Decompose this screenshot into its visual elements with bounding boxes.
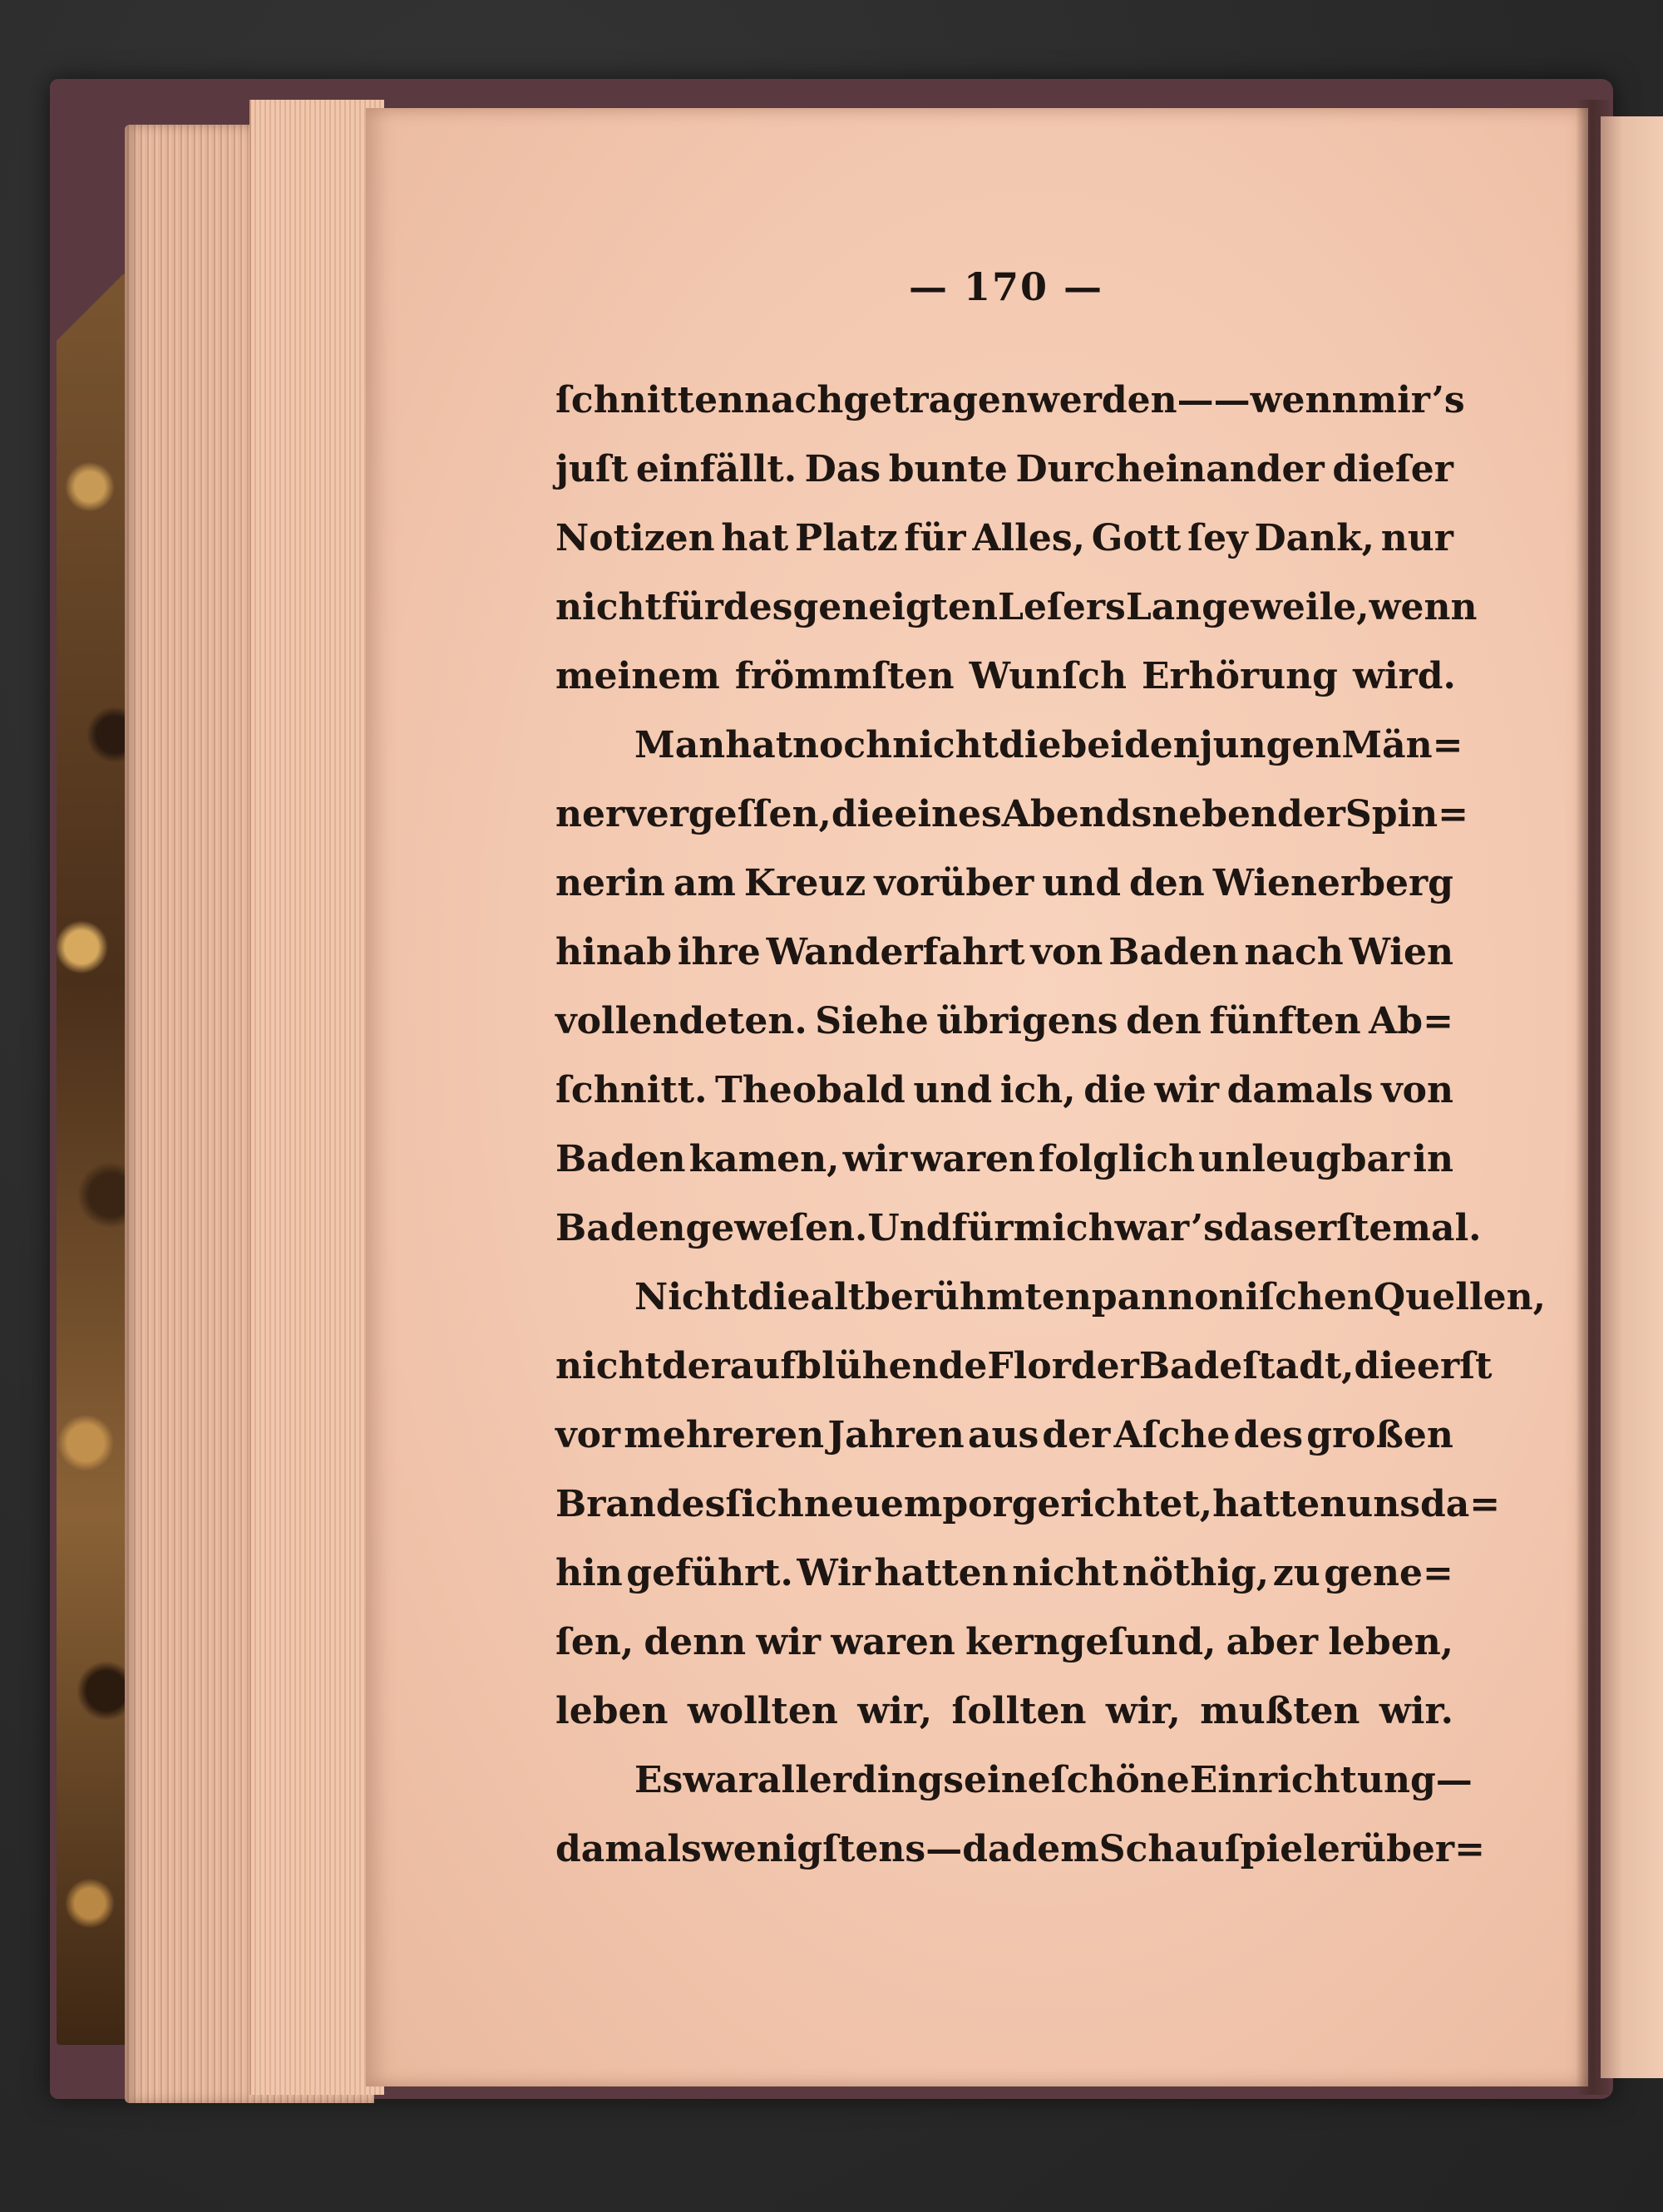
word: war’s — [1114, 1207, 1224, 1249]
text-line — [555, 1263, 1546, 1332]
word: geneigten — [792, 586, 998, 628]
word: nicht — [555, 1345, 662, 1387]
text-line — [555, 435, 1453, 504]
word: pannoniſchen — [1091, 1276, 1374, 1318]
word: aus — [967, 1414, 1039, 1456]
word: einfällt. — [635, 448, 797, 490]
word: leben, — [1328, 1621, 1453, 1663]
word: mußten — [1200, 1690, 1360, 1732]
text-line — [555, 780, 1469, 849]
word: dem — [1011, 1828, 1099, 1870]
word: Brandes — [555, 1483, 726, 1525]
word: hinab — [555, 931, 672, 973]
word: Badeſtadt, — [1138, 1345, 1355, 1387]
word: werden — [1027, 379, 1177, 421]
text-line — [555, 1746, 1473, 1815]
word: war — [683, 1759, 757, 1801]
word: jungen — [1199, 724, 1342, 766]
word: — — [1213, 379, 1251, 421]
word: ner — [555, 793, 625, 835]
word: ſchöne — [1050, 1759, 1190, 1801]
word: vergeſſen, — [624, 793, 832, 835]
word: — — [925, 1828, 963, 1870]
word: der — [1070, 1345, 1139, 1387]
word: meinem — [555, 655, 720, 697]
text-line — [555, 1470, 1501, 1539]
word: Man — [634, 724, 726, 766]
word: ich, — [999, 1069, 1076, 1111]
word: Män= — [1341, 724, 1463, 766]
word: eines — [894, 793, 1002, 835]
word: wenigſtens — [701, 1828, 926, 1870]
word: denn — [644, 1621, 747, 1663]
word: Schauſpieler — [1098, 1828, 1360, 1870]
word: beiden — [1061, 724, 1200, 766]
word: übrigens — [936, 1000, 1118, 1042]
word: Nicht — [634, 1276, 748, 1318]
word: Erhörung — [1141, 655, 1338, 697]
word: den — [1126, 1000, 1202, 1042]
word: für — [904, 517, 966, 559]
text-line — [555, 1539, 1453, 1608]
word: geweſen. — [685, 1207, 868, 1249]
word: geführt. — [626, 1552, 793, 1594]
word: waren — [910, 1138, 1036, 1180]
word: gene= — [1324, 1552, 1453, 1594]
word: Flor — [987, 1345, 1071, 1387]
text-line — [555, 1194, 1482, 1263]
word: Jahren — [827, 1414, 965, 1456]
word: Und — [867, 1207, 952, 1249]
word: mehreren — [624, 1414, 825, 1456]
word: ſen, — [555, 1621, 634, 1663]
text-line — [555, 1056, 1453, 1125]
word: Kreuz — [743, 862, 866, 904]
word: wollten — [687, 1690, 838, 1732]
word: Leſers — [998, 586, 1126, 628]
word: wenn — [1250, 379, 1359, 421]
word: der — [1042, 1414, 1111, 1456]
word: nachgetragen — [744, 379, 1028, 421]
word: Einrichtung — [1189, 1759, 1436, 1801]
word: allerdings — [757, 1759, 965, 1801]
word: Wanderfahrt — [766, 931, 1025, 973]
word: erſtemal. — [1293, 1207, 1482, 1249]
word: der — [1276, 793, 1345, 835]
word: Alles, — [972, 517, 1085, 559]
word: des — [1233, 1414, 1304, 1456]
word: ſollten — [951, 1690, 1087, 1732]
word: folglich — [1039, 1138, 1196, 1180]
word: unleugbar — [1198, 1138, 1410, 1180]
word: Quellen, — [1373, 1276, 1546, 1318]
word: das — [1223, 1207, 1294, 1249]
word: nöthig, — [1122, 1552, 1270, 1594]
word: — — [1435, 1759, 1473, 1801]
word: Das — [804, 448, 881, 490]
word: Theobald — [714, 1069, 906, 1111]
word: hat — [721, 517, 789, 559]
word: wenn — [1369, 586, 1478, 628]
text-line — [555, 918, 1453, 987]
text-line — [555, 366, 1465, 435]
text-line — [555, 987, 1453, 1056]
text-line — [555, 573, 1478, 642]
text-line — [555, 1677, 1453, 1746]
word: nicht — [555, 586, 662, 628]
word: juſt — [555, 448, 629, 490]
word: ſich — [725, 1483, 804, 1525]
word: hatten — [874, 1552, 1009, 1594]
word: am — [673, 862, 736, 904]
text-line — [555, 504, 1453, 573]
text-line — [555, 1401, 1453, 1470]
word: ſchnitten — [555, 379, 745, 421]
text-line — [555, 711, 1463, 780]
word: von — [1030, 931, 1103, 973]
word: Platz — [795, 517, 898, 559]
word: wir — [842, 1138, 908, 1180]
body-text — [555, 366, 1546, 1884]
text-line — [555, 1608, 1453, 1677]
word: vollendeten. — [555, 1000, 807, 1042]
word: wir — [1154, 1069, 1220, 1111]
page-number: — 170 — — [908, 264, 1104, 309]
word: erſt — [1416, 1345, 1493, 1387]
word: fünften — [1209, 1000, 1361, 1042]
word: Abends — [1001, 793, 1152, 835]
word: die — [1083, 1069, 1147, 1111]
word: wird. — [1352, 655, 1456, 697]
word: nicht — [1012, 1552, 1119, 1594]
word: Wien — [1349, 931, 1453, 973]
word: Durcheinander — [1015, 448, 1325, 490]
word: aber — [1226, 1621, 1319, 1663]
word: zu — [1272, 1552, 1320, 1594]
word: frömmſten — [734, 655, 955, 697]
word: noch — [792, 724, 893, 766]
word: über= — [1360, 1828, 1485, 1870]
word: altberühmten — [810, 1276, 1092, 1318]
word: Ab= — [1369, 1000, 1453, 1042]
word: der — [661, 1345, 730, 1387]
word: Es — [634, 1759, 683, 1801]
word: die — [1354, 1345, 1417, 1387]
word: Dank, — [1254, 517, 1374, 559]
word: Siehe — [815, 1000, 929, 1042]
word: mich — [1013, 1207, 1115, 1249]
word: für — [951, 1207, 1014, 1249]
text-line — [555, 642, 1456, 711]
facing-page — [1601, 116, 1663, 2078]
word: hat — [725, 724, 793, 766]
word: ſchnitt. — [555, 1069, 708, 1111]
word: bunte — [888, 448, 1008, 490]
word: uns — [1346, 1483, 1420, 1525]
word: Wienerberg — [1212, 862, 1453, 904]
word: emporgerichtet, — [880, 1483, 1213, 1525]
word: den — [1128, 862, 1205, 904]
text-line — [555, 849, 1453, 918]
word: hin — [555, 1552, 623, 1594]
word: mir’s — [1358, 379, 1465, 421]
word: nicht — [892, 724, 999, 766]
word: hatten — [1212, 1483, 1347, 1525]
word: wir — [756, 1621, 822, 1663]
word: leben — [555, 1690, 669, 1732]
word: waren — [831, 1621, 955, 1663]
word: und — [1042, 862, 1122, 904]
word: die — [748, 1276, 811, 1318]
word: nach — [1244, 931, 1344, 973]
word: die — [831, 793, 895, 835]
word: ſey — [1187, 517, 1248, 559]
word: vorüber — [874, 862, 1034, 904]
word: damals — [555, 1828, 702, 1870]
word: vor — [555, 1414, 621, 1456]
word: großen — [1306, 1414, 1453, 1456]
text-line — [555, 1815, 1485, 1884]
word: Gott — [1091, 517, 1182, 559]
word: Notizen — [555, 517, 715, 559]
word: Baden — [555, 1138, 686, 1180]
word: nerin — [555, 862, 665, 904]
word: da — [962, 1828, 1012, 1870]
word: damals — [1226, 1069, 1374, 1111]
word: Langeweile, — [1125, 586, 1369, 628]
word: wir, — [857, 1690, 933, 1732]
word: Spin= — [1345, 793, 1469, 835]
word: — — [1177, 379, 1214, 421]
word: kamen, — [688, 1138, 840, 1180]
word: von — [1381, 1069, 1453, 1111]
word: da= — [1419, 1483, 1501, 1525]
word: und — [913, 1069, 993, 1111]
word: neben — [1152, 793, 1277, 835]
word: kerngeſund, — [965, 1621, 1216, 1663]
text-line — [555, 1125, 1453, 1194]
word: des — [723, 586, 793, 628]
word: eine — [964, 1759, 1051, 1801]
word: in — [1413, 1138, 1453, 1180]
page-edges-inner — [249, 100, 384, 2095]
word: neu — [803, 1483, 881, 1525]
text-line — [555, 1332, 1493, 1401]
word: wir. — [1379, 1690, 1453, 1732]
word: für — [661, 586, 723, 628]
word: aufblühende — [729, 1345, 988, 1387]
word: Wunſch — [969, 655, 1127, 697]
word: nur — [1380, 517, 1453, 559]
word: die — [998, 724, 1062, 766]
word: ihre — [677, 931, 761, 973]
word: wir, — [1105, 1690, 1181, 1732]
word: Aſche — [1113, 1414, 1231, 1456]
word: dieſer — [1332, 448, 1453, 490]
word: Baden — [1108, 931, 1239, 973]
word: Wir — [797, 1552, 871, 1594]
word: Baden — [555, 1207, 686, 1249]
